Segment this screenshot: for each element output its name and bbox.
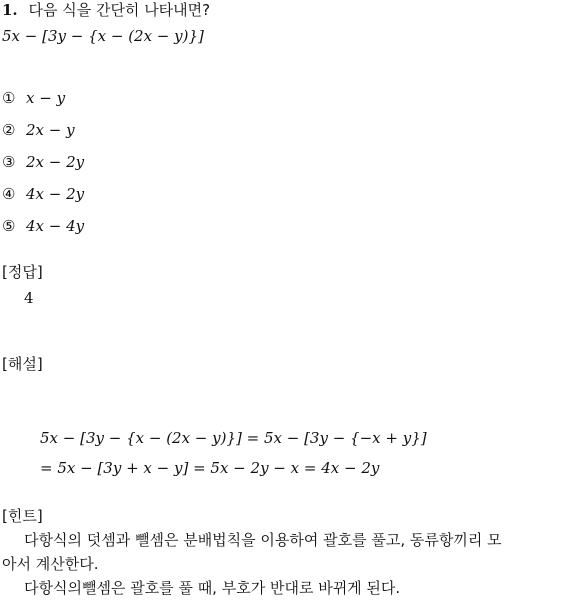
answer-label: [정답] xyxy=(2,263,43,281)
choice-5-expression: 4x − 4y xyxy=(26,217,85,235)
choice-1-expression: x − y xyxy=(26,89,66,107)
choice-2-expression: 2x − y xyxy=(26,121,75,139)
choice-5-number: ⑤ xyxy=(2,217,16,235)
solution-line-2: = 5x − [3y + x − y] = 5x − 2y − x = 4x − 2y xyxy=(40,459,380,477)
hint-label: [힌트] xyxy=(2,507,43,525)
choice-2-number: ② xyxy=(2,121,16,139)
hint-line-1: 다항식의 덧셈과 뺄셈은 분배법칙을 이용하여 괄호를 풀고, 동류항끼리 모 xyxy=(24,531,502,549)
choice-2 xyxy=(2,120,75,140)
question-number: 1. xyxy=(2,1,18,19)
choice-4-number: ④ xyxy=(2,185,16,203)
choice-3-expression: 2x − 2y xyxy=(26,153,85,171)
choice-3-number: ③ xyxy=(2,153,16,171)
solution-label: [해설] xyxy=(2,355,43,373)
answer-value: 4 xyxy=(24,289,34,307)
question-header xyxy=(2,0,210,20)
hint-line-3: 다항식의뺄셈은 괄호를 풀 때, 부호가 반대로 바뀌게 된다. xyxy=(24,579,401,597)
choice-1-number: ① xyxy=(2,89,16,107)
choice-4 xyxy=(2,184,84,204)
choice-5 xyxy=(2,216,84,236)
solution-line-1: 5x − [3y − {x − (2x − y)}] = 5x − [3y − {−x + y}] xyxy=(40,429,427,447)
question-expression: 5x − [3y − {x − (2x − y)}] xyxy=(2,27,204,45)
hint-line-2: 아서 계산한다. xyxy=(2,555,99,573)
choice-4-expression: 4x − 2y xyxy=(26,185,85,203)
choice-1 xyxy=(2,88,65,108)
choice-3 xyxy=(2,152,84,172)
question-text: 다음 식을 간단히 나타내면? xyxy=(28,1,211,19)
